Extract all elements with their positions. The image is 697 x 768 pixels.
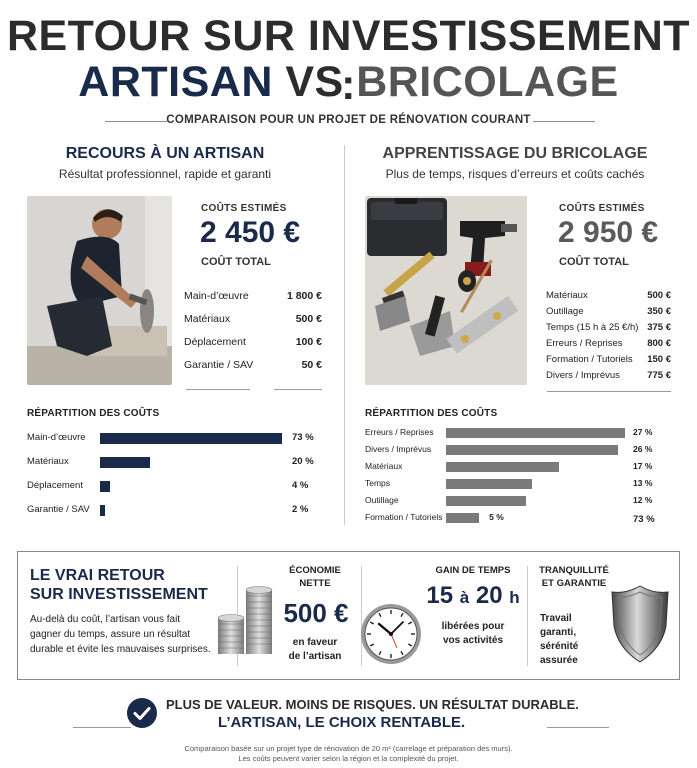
- footer-line1: Comparaison basée sur un projet type de rénovation de 20 m² (carrelage et préparation des murs).: [184, 744, 513, 753]
- bar-label: Matériaux: [27, 456, 69, 467]
- artisan-cost-value: 2 450 €: [200, 216, 301, 249]
- bar-label: Matériaux: [365, 461, 403, 471]
- slogan-rule-left: [73, 727, 131, 728]
- summary-desc-line2: gagner du temps, assure un résultat: [30, 629, 191, 640]
- peace-title-line2: ET GARANTIE: [541, 578, 607, 589]
- summary-divider-3: [527, 566, 528, 666]
- slogan-rule-right: [547, 727, 609, 728]
- bricolage-cost-total: COÛT TOTAL: [559, 256, 629, 268]
- time-to: 20: [475, 582, 503, 609]
- peace-sub: [540, 612, 610, 668]
- cost-item: [546, 290, 671, 301]
- cost-item-label: Matériaux: [184, 313, 231, 325]
- bar: [446, 428, 625, 438]
- cost-item: [546, 306, 671, 317]
- artisan-items-rule-left: [186, 389, 250, 390]
- time-title: GAIN DE TEMPS: [435, 565, 511, 576]
- bar: [446, 445, 618, 455]
- peace-sub-line3: assurée: [540, 655, 578, 666]
- saving-value: 500 €: [283, 598, 349, 628]
- cost-item: [184, 359, 322, 371]
- time-value: [413, 582, 533, 610]
- artisan-cost-total: COÛT TOTAL: [201, 256, 271, 268]
- bar-pct-label: 17 %: [633, 461, 653, 471]
- bar-label: Temps: [365, 478, 391, 488]
- slogan-line1: PLUS DE VALEUR. MOINS DE RISQUES. UN RÉSULTAT DURABLE.: [166, 697, 579, 712]
- bar: [446, 513, 479, 523]
- page-title-line2: [0, 58, 697, 107]
- summary-title-line2: SUR INVESTISSEMENT: [30, 586, 208, 603]
- column-divider: [344, 145, 345, 525]
- bar-pct-label: 2 %: [292, 504, 309, 515]
- bricolage-heading: APPRENTISSAGE DU BRICOLAGE: [382, 145, 648, 162]
- bricolage-items-rule: [547, 391, 671, 392]
- cost-item-value: 100 €: [295, 336, 322, 348]
- bar: [100, 457, 150, 468]
- artisan-cost-items: [184, 290, 322, 371]
- bricolage-repartition-title: RÉPARTITION DES COÛTS: [365, 408, 498, 419]
- summary-title: [30, 566, 208, 604]
- slogan-line2: L’ARTISAN, LE CHOIX RENTABLE.: [218, 714, 466, 731]
- bar-label: Garantie / SAV: [27, 504, 90, 515]
- cost-item-value: 375 €: [647, 322, 671, 333]
- bar-pct-label: 27 %: [633, 427, 653, 437]
- bar: [446, 496, 526, 506]
- peace-sub-line1: Travail garanti,: [540, 613, 577, 638]
- bar-label: Erreurs / Reprises: [365, 427, 434, 437]
- bar-label: Main-d’œuvre: [27, 432, 86, 443]
- check-circle-icon: [126, 697, 158, 734]
- summary-title-line1: LE VRAI RETOUR: [30, 567, 165, 584]
- bar-pct-label: 26 %: [633, 444, 653, 454]
- bar: [446, 462, 559, 472]
- artisan-items-rule-right: [274, 389, 322, 390]
- bricolage-cost-items: [546, 290, 671, 381]
- bar-label: Formation / Tutoriels: [365, 512, 443, 522]
- bar: [100, 481, 110, 492]
- saving-title-line1: ÉCONOMIE: [289, 565, 341, 576]
- cost-item-label: Outillage: [546, 306, 584, 317]
- summary-description: [30, 612, 211, 657]
- cost-item-value: 50 €: [301, 359, 322, 371]
- bar-label: Déplacement: [27, 480, 83, 491]
- cost-item-value: 775 €: [647, 370, 671, 381]
- saving-title-line2: NETTE: [299, 578, 331, 589]
- subtitle-rule-right: [533, 121, 595, 122]
- artisan-subheading: Résultat professionnel, rapide et garanti: [58, 167, 272, 181]
- footer-line2: Les coûts peuvent varier selon la région et la complexité du projet.: [238, 754, 459, 763]
- time-sub-line1: libérées pour: [441, 621, 505, 632]
- bricolage-extra-pct: 73 %: [633, 514, 655, 525]
- time-sub-line2: vos activités: [442, 635, 504, 646]
- bricolage-subheading: Plus de temps, risques d’erreurs et coûts cachés: [385, 167, 645, 181]
- roi-summary-box: [17, 551, 680, 680]
- bar: [100, 433, 282, 444]
- bar-pct-label: 73 %: [292, 432, 314, 443]
- title-artisan: ARTISAN: [78, 58, 273, 106]
- shield-icon: [610, 584, 670, 669]
- page-title-line1: RETOUR SUR INVESTISSEMENT :: [6, 12, 691, 109]
- saving-sub: [280, 636, 350, 664]
- artisan-repartition-title: RÉPARTITION DES COÛTS: [27, 408, 160, 419]
- time-a: à: [459, 588, 470, 607]
- clock-icon: [359, 602, 423, 671]
- bricolage-photo: [365, 196, 527, 385]
- cost-item: [546, 338, 671, 349]
- cost-item: [546, 354, 671, 365]
- cost-item-label: Déplacement: [184, 336, 246, 348]
- cost-item-label: Garantie / SAV: [184, 359, 254, 371]
- saving-title: [280, 564, 350, 590]
- cost-item: [184, 336, 322, 348]
- cost-item-label: Temps (15 h à 25 €/h): [546, 322, 639, 333]
- saving-sub-line1: en faveur: [292, 637, 338, 648]
- cost-item-label: Divers / Imprévus: [546, 370, 620, 381]
- cost-item-value: 500 €: [647, 290, 671, 301]
- peace-title-line1: TRANQUILLITÉ: [539, 565, 609, 576]
- summary-desc-line1: Au-delà du coût, l’artisan vous fait: [30, 614, 181, 625]
- cost-item-label: Matériaux: [546, 290, 588, 301]
- cost-item-value: 150 €: [647, 354, 671, 365]
- coins-icon: [216, 586, 276, 663]
- cost-item-value: 800 €: [647, 338, 671, 349]
- summary-desc-line3: durable et évite les mauvaises surprises.: [30, 644, 211, 655]
- bar-label: Divers / Imprévus: [365, 444, 432, 454]
- page-subtitle: COMPARAISON POUR UN PROJET DE RÉNOVATION COURANT: [166, 114, 531, 126]
- time-from: 15: [426, 582, 454, 609]
- title-vs: VS: [285, 58, 344, 106]
- bar: [100, 505, 105, 516]
- saving-sub-line2: de l’artisan: [288, 651, 342, 662]
- bar-label: Outillage: [365, 495, 399, 505]
- bar-pct-label: 20 %: [292, 456, 314, 467]
- cost-item-label: Main-d’œuvre: [184, 290, 249, 302]
- cost-item-value: 350 €: [647, 306, 671, 317]
- bar: [446, 479, 532, 489]
- peace-sub-line2: sérénité: [540, 641, 579, 652]
- bar-pct-label: 12 %: [633, 495, 653, 505]
- cost-item: [184, 313, 322, 325]
- cost-item: [184, 290, 322, 302]
- artisan-cost-label: COÛTS ESTIMÉS: [201, 203, 287, 214]
- bricolage-cost-label: COÛTS ESTIMÉS: [559, 203, 645, 214]
- bar-pct-label: 13 %: [633, 478, 653, 488]
- bricolage-cost-value: 2 950 €: [558, 216, 659, 249]
- bar-pct-label: 5 %: [489, 512, 504, 522]
- bar-pct-label: 4 %: [292, 480, 309, 491]
- cost-item-label: Erreurs / Reprises: [546, 338, 623, 349]
- artisan-heading: RECOURS À UN ARTISAN: [65, 145, 265, 162]
- cost-item: [546, 322, 671, 333]
- time-unit: h: [509, 588, 520, 607]
- artisan-photo: [27, 196, 172, 385]
- peace-title: [532, 564, 616, 590]
- title-bricolage: BRICOLAGE: [356, 58, 619, 106]
- cost-item-value: 1 800 €: [286, 290, 322, 302]
- time-sub: [433, 620, 513, 648]
- cost-item-label: Formation / Tutoriels: [546, 354, 633, 365]
- cost-item: [546, 370, 671, 381]
- cost-item-value: 500 €: [295, 313, 322, 325]
